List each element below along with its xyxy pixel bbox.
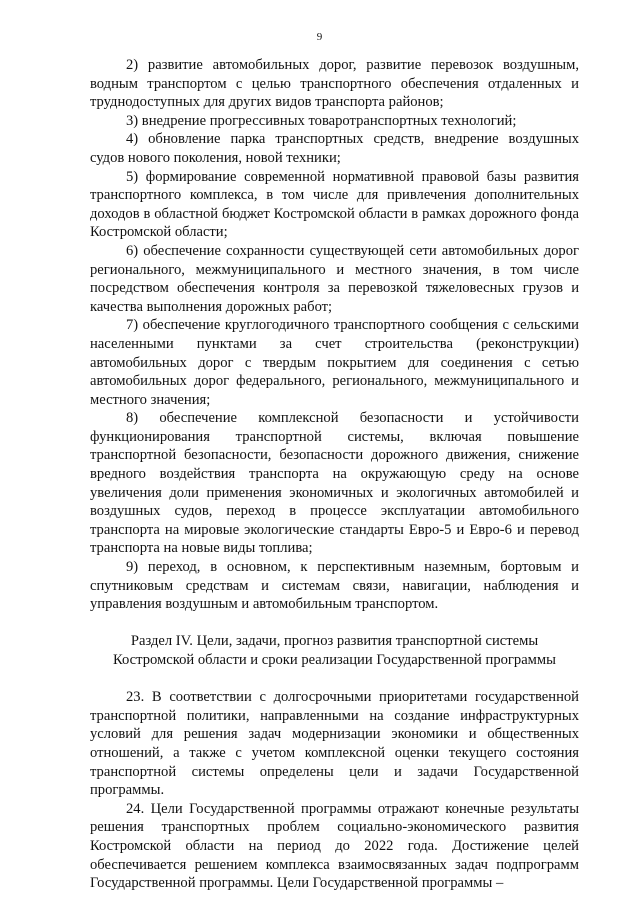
list-item-5: 5) формирование современной нормативной правовой базы развития транспортного комплекса, в том числе для привлечения дополнительных доходов в областной бюджет Костромской области в рамках дорожного фонда Костромской области; xyxy=(90,168,579,241)
list-item-3: 3) внедрение прогрессивных товаротранспортных технологий; xyxy=(126,112,517,129)
list-item-6: 6) обеспечение сохранности существующей сети автомобильных дорог регионального, межмуниципального и местного значения, в том числе посредством обеспечения контроля за перевозкой тяжеловесных грузов и качества выполнения дорожных работ; xyxy=(90,242,579,315)
paragraph-23: 23. В соответствии с долгосрочными приоритетами государственной транспортной политики, направленными на создание инфраструктурных условий для решения задач модернизации экономики и общественных отношений, а также с учетом комплексной оценки текущего состояния транспортной системы определены цели и задачи Государственной программы. xyxy=(90,689,579,799)
list-item-4: 4) обновление парка транспортных средств, внедрение воздушных судов нового поколения, новой техники; xyxy=(90,131,579,166)
document-body xyxy=(90,56,579,893)
section-title xyxy=(90,632,579,669)
paragraph-24: 24. Цели Государственной программы отражают конечные результаты решения транспортных проблем социально-экономического развития Костромской области на период до 2022 года. Достижение целей обеспечивается решением комплекса взаимосвязанных задач подпрограмм Государственной программы. Цели Государственной программы – xyxy=(90,800,579,892)
list-item-7: 7) обеспечение круглогодичного транспортного сообщения с сельскими населенными пунктами за счет строительства (реконструкции) автомобильных дорог с твердым покрытием для соединения с сетью автомобильных дорог федерального, регионального, межмуниципального и местного значения; xyxy=(90,317,579,408)
list-item-9: 9) переход, в основном, к перспективным наземным, бортовым и спутниковым средствам и системам связи, навигации, наблюдения и управления воздушным и автомобильным транспортом. xyxy=(90,559,579,613)
section-title-line-2: Костромской области и сроки реализации Государственной программы xyxy=(113,652,556,668)
list-item-8: 8) обеспечение комплексной безопасности и устойчивости функционирования транспортной системы, включая повышение транспортной безопасности, безопасности дорожного движения, снижение вредного воздействия транспорта на окружающую среду на основе увеличения доли применения экономичных и экологичных автомобилей и воздушных судов, переход в процессе эксплуатации автомобильного транспорта на мировые экологические стандарты Евро-5 и Евро-6 и перевод транспорта на новые виды топлива; xyxy=(90,410,579,557)
list-item-2: 2) развитие автомобильных дорог, развитие перевозок воздушным, водным транспортом с целью транспортного обеспечения отдаленных и труднодоступных для других видов транспорта районов; xyxy=(90,57,579,111)
page-number: 9 xyxy=(316,31,323,43)
section-title-line-1: Раздел IV. Цели, задачи, прогноз развития транспортной системы xyxy=(130,633,539,650)
